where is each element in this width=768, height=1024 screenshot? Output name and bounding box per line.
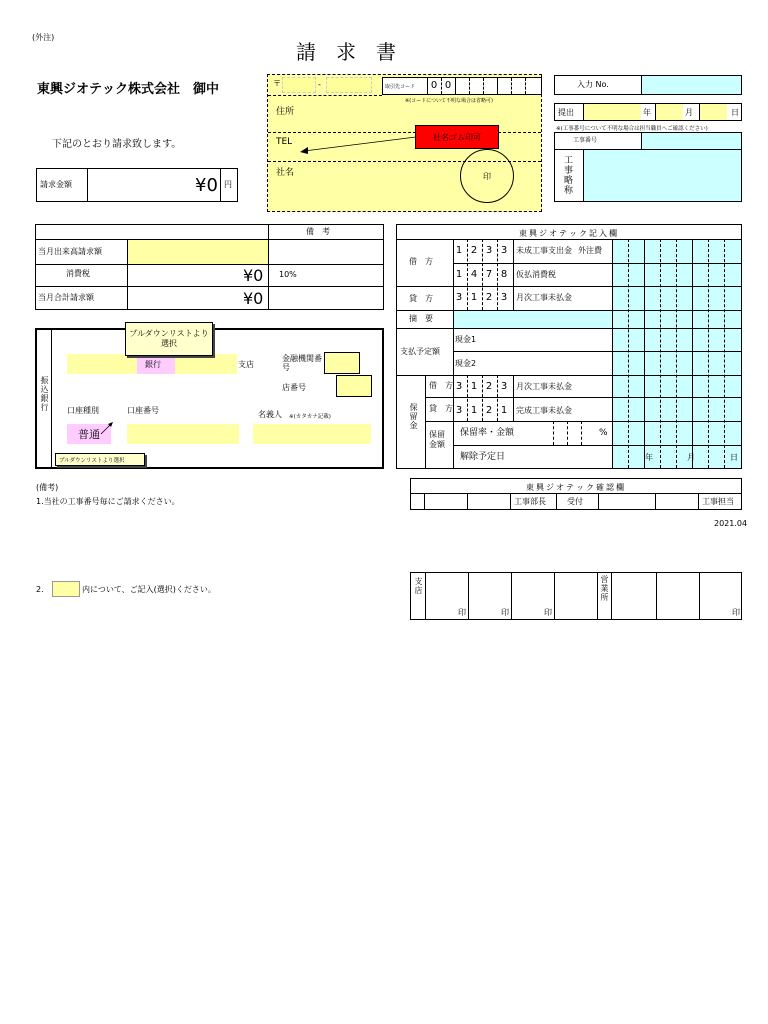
inst-code-field[interactable] <box>324 352 360 374</box>
holder-field[interactable] <box>253 424 371 444</box>
callout-arrow-icon <box>99 420 115 436</box>
record-desc: 月次工事未払金 <box>516 382 572 391</box>
digit: 3 <box>500 245 508 256</box>
notes-title: (備考) <box>36 483 59 492</box>
seal-mark: 印 <box>458 608 466 617</box>
holder-note: ※(カタカナ記載) <box>289 414 331 420</box>
note-2: 内について、ご記入(選択)ください。 <box>82 585 216 594</box>
year-label: 年 <box>643 108 651 117</box>
input-no-field[interactable] <box>641 76 741 94</box>
confirm-header-row <box>410 494 742 510</box>
tanto-label: 工事担当 <box>702 497 734 506</box>
summary-table <box>35 224 384 310</box>
kaijo-month: 月 <box>687 453 695 462</box>
kouji-abbr-label: 工事略称 <box>562 155 572 195</box>
genkin2-label: 現金2 <box>455 359 477 368</box>
note-1: 1.当社の工事番号毎にご請求ください。 <box>36 497 180 506</box>
callout-arrow-icon <box>298 133 418 157</box>
digit: 2 <box>485 405 493 416</box>
bank-label: 銀行 <box>145 360 161 369</box>
digit: 2 <box>485 292 493 303</box>
kouji-box <box>554 132 742 202</box>
seal-mark: 印 <box>501 608 509 617</box>
records-table <box>396 224 742 469</box>
gaichu-label: (外注) <box>32 33 55 42</box>
holder-label: 名義人 <box>258 410 282 419</box>
note-2-swatch <box>52 581 80 597</box>
row-dekidaka-label: 当月出来高請求額 <box>38 247 102 256</box>
digit: 1 <box>470 405 478 416</box>
vendor-code-digit: 0 <box>430 80 438 91</box>
confirm-title: 東興ジオテック確認欄 <box>410 478 742 494</box>
genkin1-label: 現金1 <box>455 335 477 344</box>
kouji-no-label: 工事番号 <box>573 137 598 144</box>
record-desc: 完成工事未払金 <box>516 406 572 415</box>
digit: 1 <box>455 245 463 256</box>
vendor-code-digit: 0 <box>444 80 452 91</box>
kari-label: 借 方 <box>409 257 433 266</box>
digit: 3 <box>500 381 508 392</box>
amount-box <box>36 168 238 202</box>
acct-type-select[interactable]: 普通 <box>67 424 111 444</box>
row-tax-label: 消費税 <box>66 269 90 278</box>
kaijo-day: 日 <box>730 453 738 462</box>
digit: 1 <box>470 292 478 303</box>
biko-header: 備 考 <box>306 227 330 236</box>
tax-value: ¥0 <box>243 266 264 285</box>
tax-rate: 10% <box>279 270 297 279</box>
record-desc: 未成工事支出金 <box>516 246 572 255</box>
seal-mark: 印 <box>544 608 552 617</box>
dekidaka-field[interactable] <box>128 240 268 264</box>
seal-row <box>410 572 742 620</box>
vendor-code-note: ※(コードについて不明な場合は省略可) <box>405 98 493 104</box>
records-title: 東興ジオテック記入欄 <box>519 229 619 238</box>
form-date: 2021.04 <box>714 519 748 528</box>
shop-no-field[interactable] <box>336 375 372 397</box>
digit: 3 <box>485 245 493 256</box>
addressee: 東興ジオテック株式会社 御中 <box>37 82 220 97</box>
submit-label: 提出 <box>558 108 574 117</box>
seal-circle: 印 <box>460 149 514 203</box>
intro-text: 下記のとおり請求致します。 <box>52 139 182 150</box>
note-2-prefix: 2. <box>36 585 44 594</box>
kouji-abbr-field[interactable] <box>583 150 741 201</box>
dropdown-callout: プルダウンリストより選択 <box>125 322 213 356</box>
month-label: 月 <box>685 108 693 117</box>
bucho-label: 工事部長 <box>514 497 546 506</box>
horyu-kari-label: 借 方 <box>429 381 453 390</box>
postal-code-1[interactable] <box>282 77 316 93</box>
rate-label: 保留率・金額 <box>460 428 515 438</box>
amount-value[interactable]: ¥0 <box>195 175 218 196</box>
digit: 3 <box>455 381 463 392</box>
acct-type-label: 口座種別 <box>67 406 99 415</box>
stamp-note-callout: 社名ゴム印可 <box>415 125 499 149</box>
kaijo-year: 年 <box>645 453 653 462</box>
dropdown-callout-2: プルダウンリストより選択 <box>55 453 145 466</box>
digit: 2 <box>470 245 478 256</box>
submit-year-field[interactable] <box>583 104 641 120</box>
vendor-code-label: 取引先コード <box>385 84 416 90</box>
input-no-label: 入力 No. <box>577 80 609 89</box>
postal-dash: - <box>318 80 321 89</box>
address-label: 住所 <box>276 107 295 117</box>
input-no-box <box>554 75 742 95</box>
acct-no-field[interactable] <box>127 424 239 444</box>
amount-unit: 円 <box>224 180 232 189</box>
total-value: ¥0 <box>243 289 264 308</box>
postal-mark: 〒 <box>273 79 281 88</box>
company-name-label: 社名 <box>276 168 295 178</box>
bank-vertical-label: 振込銀行 <box>40 376 49 412</box>
record-extra: 外注費 <box>578 246 602 255</box>
inst-code-label: 金融機関番号 <box>282 354 322 372</box>
vendor-code-box[interactable] <box>382 77 542 95</box>
eigyo-label: 営業所 <box>600 575 609 602</box>
kashi-label: 貸 方 <box>409 294 433 303</box>
record-desc: 月次工事未払金 <box>516 293 572 302</box>
digit: 1 <box>500 405 508 416</box>
horyu-label: 保留金 <box>409 403 418 430</box>
tekiyo-label: 摘 要 <box>409 314 433 323</box>
postal-code-2[interactable] <box>326 77 372 93</box>
submit-date-box <box>554 103 742 121</box>
kouji-note: ※(工事番号について不明な場合は担当職員へご確認ください) <box>556 126 708 132</box>
seal-mark: 印 <box>732 608 740 617</box>
horyu-kashi-label: 貸 方 <box>429 404 453 413</box>
digit: 1 <box>470 381 478 392</box>
pct-label: % <box>599 428 608 438</box>
page-title: 請 求 書 <box>296 40 396 64</box>
kouji-no-field[interactable] <box>641 133 741 149</box>
digit: 4 <box>470 269 478 280</box>
acct-no-label: 口座番号 <box>127 406 159 415</box>
shop-no-label: 店番号 <box>282 383 306 392</box>
digit: 1 <box>455 269 463 280</box>
digit: 7 <box>485 269 493 280</box>
shiharai-label: 支払予定額 <box>400 347 440 356</box>
shiten-label: 支店 <box>414 577 423 595</box>
branch-label: 支店 <box>238 360 254 369</box>
amount-label: 請求金額 <box>40 180 72 189</box>
tel-label: TEL <box>276 137 293 147</box>
vendor-box <box>267 74 542 212</box>
digit: 3 <box>455 405 463 416</box>
record-desc: 仮払消費税 <box>516 270 556 279</box>
submit-day-field[interactable] <box>699 104 727 120</box>
digit: 3 <box>500 292 508 303</box>
submit-month-field[interactable] <box>655 104 683 120</box>
kaijo-label: 解除予定日 <box>460 452 506 462</box>
day-label: 日 <box>731 108 739 117</box>
digit: 8 <box>500 269 508 280</box>
digit: 2 <box>485 381 493 392</box>
horyu-kin-label: 保留金額 <box>429 430 445 450</box>
row-total-label: 当月合計請求額 <box>38 293 94 302</box>
uketsuke-label: 受付 <box>567 497 583 506</box>
digit: 3 <box>455 292 463 303</box>
